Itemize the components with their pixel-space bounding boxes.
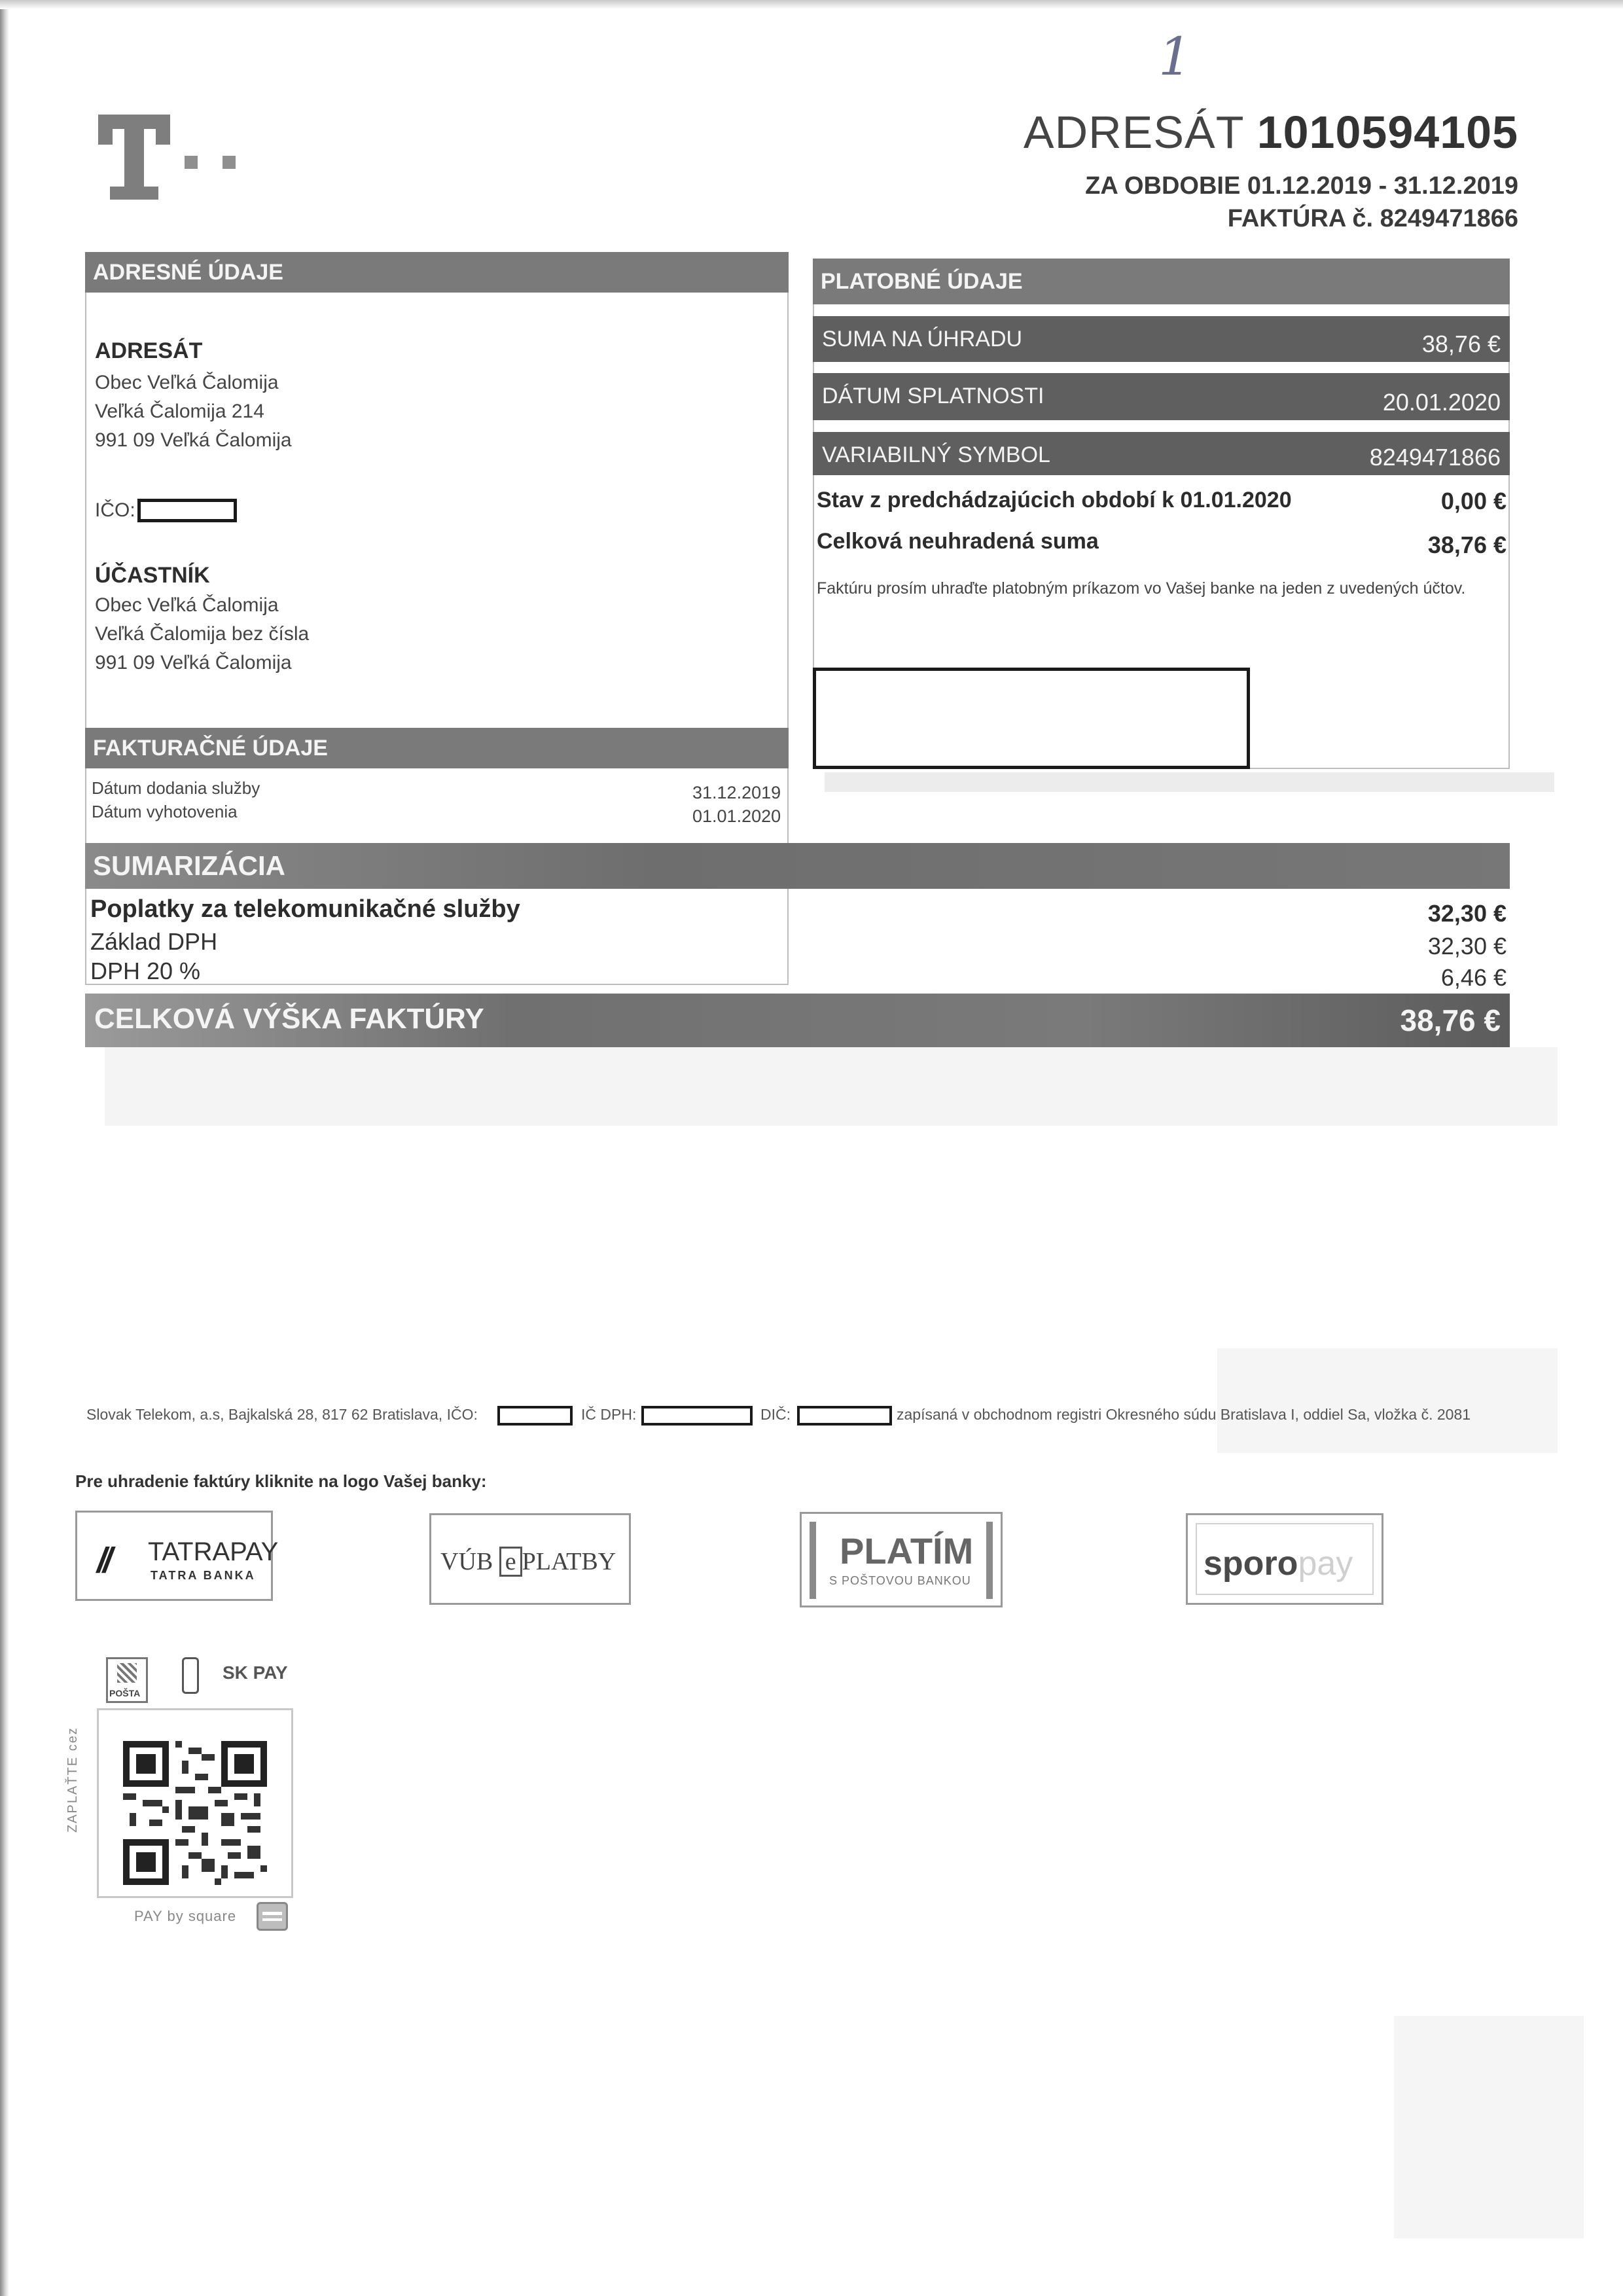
payment-section-bar: PLATOBNÉ ÚDAJE <box>813 259 1510 304</box>
mobile-phone-icon <box>182 1657 199 1694</box>
platim-title: PLATÍM <box>840 1530 974 1571</box>
total-unpaid-label: Celková neuhradená suma <box>817 529 1099 554</box>
logo-dot <box>223 156 236 169</box>
variable-symbol-value: 8249471866 <box>1369 444 1501 471</box>
total-unpaid-value: 38,76 € <box>1427 531 1507 558</box>
registry-info: zapísaná v obchodnom registri Okresného súdu Bratislava I, oddiel Sa, vložka č. 2081 <box>897 1406 1471 1423</box>
platim-button[interactable] <box>800 1512 1003 1607</box>
addressee-title: ADRESÁT 1010594105 <box>1023 107 1518 158</box>
handwritten-page-mark: 1 <box>1158 26 1192 87</box>
billing-period: ZA OBDOBIE 01.12.2019 - 31.12.2019 <box>1085 172 1518 200</box>
payment-note: Faktúru prosím uhraďte platobným príkazom vo Vašej banke na jeden z uvedených účtov. <box>817 579 1466 598</box>
vub-eplatby-logo: VÚB e PLATBY <box>440 1548 616 1575</box>
billing-labels: Dátum dodania služby Dátum vyhotovenia <box>92 778 260 821</box>
vat-id-label: IČ DPH: <box>581 1406 637 1423</box>
ico-label: IČO: <box>95 499 135 521</box>
pay-via-label: ZAPLAŤTE cez <box>65 1727 80 1833</box>
previous-balance-label: Stav z predchádzajúcich období k 01.01.2020 <box>817 488 1292 512</box>
invoice-number: FAKTÚRA č. 8249471866 <box>1227 205 1518 232</box>
bleedthrough-block <box>1394 2016 1584 2238</box>
summary-section-bar: SUMARIZÁCIA <box>85 843 1510 889</box>
telekom-logo <box>98 115 170 200</box>
logo-dot <box>185 156 198 169</box>
posta-icon <box>106 1657 148 1703</box>
tatrapay-button[interactable] <box>75 1511 279 1601</box>
tatrapay-slash-icon: // <box>97 1541 109 1580</box>
pay-by-square-label: PAY by square <box>134 1908 237 1924</box>
scan-edge <box>0 0 9 2296</box>
invoice-total-bar: CELKOVÁ VÝŠKA FAKTÚRY 38,76 € <box>85 994 1510 1047</box>
vat-base-value: 32,30 € <box>1427 933 1507 960</box>
tatrapay-title: TATRAPAY <box>148 1537 279 1566</box>
card-icon <box>257 1902 288 1931</box>
due-date-value: 20.01.2020 <box>1382 389 1501 416</box>
redaction-box <box>497 1406 573 1426</box>
address-section-bar: ADRESNÉ ÚDAJE <box>85 252 789 293</box>
redaction-box <box>137 499 237 522</box>
vat-base-label: Základ DPH <box>90 928 218 955</box>
company-info: Slovak Telekom, a.s, Bajkalská 28, 817 62 Bratislava, IČO: <box>86 1406 478 1423</box>
sporopay-button[interactable] <box>1186 1513 1383 1605</box>
addressee-label: ADRESÁT <box>95 338 203 363</box>
redaction-box <box>797 1406 892 1426</box>
bank-prompt: Pre uhradenie faktúry kliknite na logo Vašej banky: <box>75 1471 487 1491</box>
invoice-total-value: 38,76 € <box>1400 1003 1501 1037</box>
participant-label: ÚČASTNÍK <box>95 563 210 588</box>
addressee-address: Obec Veľká Čalomija Veľká Čalomija 214 991 09 Veľká Čalomija <box>95 372 292 451</box>
bleedthrough-bar <box>825 772 1554 792</box>
posta-pattern <box>117 1663 137 1683</box>
platim-bracket-left <box>810 1522 816 1599</box>
tax-id-label: DIČ: <box>760 1406 791 1423</box>
scan-top-edge <box>0 0 1623 9</box>
vat-value: 6,46 € <box>1440 964 1507 991</box>
sporopay-logo: sporopay <box>1204 1545 1353 1583</box>
participant-address: Obec Veľká Čalomija Veľká Čalomija bez čísla 991 09 Veľká Čalomija <box>95 594 310 673</box>
fees-value: 32,30 € <box>1427 900 1507 927</box>
fees-label: Poplatky za telekomunikačné služby <box>90 895 520 923</box>
amount-due-bar: SUMA NA ÚHRADU 38,76 € <box>813 316 1510 362</box>
card-stripe <box>262 1918 282 1921</box>
amount-due-value: 38,76 € <box>1421 331 1501 357</box>
vub-eplatby-button[interactable] <box>429 1513 631 1605</box>
posta-label: POŠTA <box>109 1688 141 1698</box>
bleedthrough-block <box>105 1047 1558 1126</box>
due-date-bar: DÁTUM SPLATNOSTI 20.01.2020 <box>813 373 1510 420</box>
card-stripe <box>262 1912 282 1915</box>
redaction-box <box>813 668 1250 769</box>
qr-code-image[interactable] <box>123 1741 267 1885</box>
billing-values: 31.12.2019 01.01.2020 <box>692 783 781 826</box>
platim-subtitle: S POŠTOVOU BANKOU <box>829 1574 971 1587</box>
billing-section-bar: FAKTURAČNÉ ÚDAJE <box>85 728 789 768</box>
sk-pay-icon: SK PAY <box>223 1662 288 1683</box>
vat-label: DPH 20 % <box>90 958 201 984</box>
variable-symbol-bar: VARIABILNÝ SYMBOL 8249471866 <box>813 432 1510 475</box>
platim-bracket-right <box>986 1522 993 1599</box>
previous-balance-value: 0,00 € <box>1440 488 1507 514</box>
tatrapay-subtitle: TATRA BANKA <box>151 1569 256 1582</box>
bleedthrough-block <box>1217 1348 1558 1453</box>
redaction-box <box>641 1406 753 1426</box>
